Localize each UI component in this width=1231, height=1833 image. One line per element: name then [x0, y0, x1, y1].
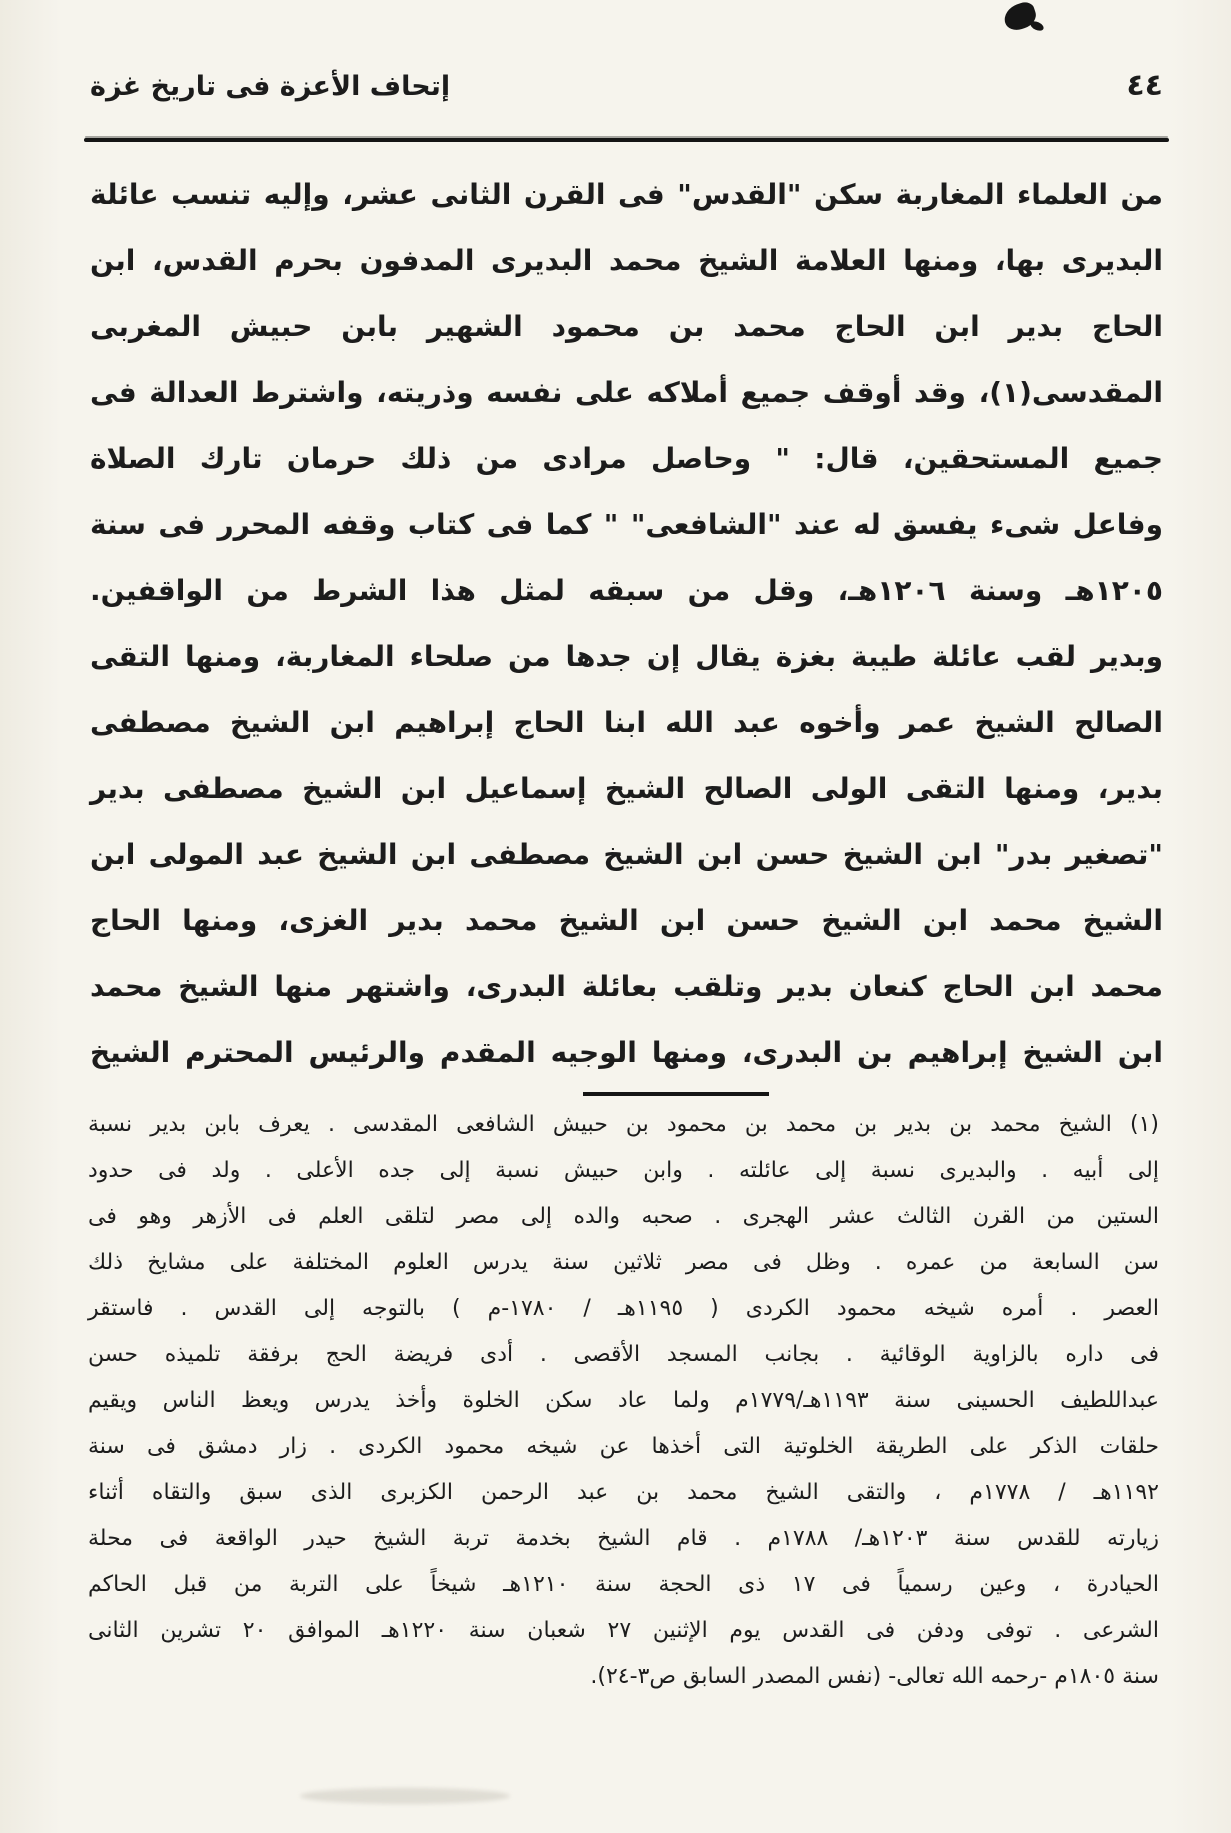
footnote-line: حلقات الذكر على الطريقة الخلوتية التى أخذها عن شيخه محمود الكردى . زار دمشق فى سنة [88, 1434, 1159, 1459]
body-text-line: من العلماء المغاربة سكن "القدس" فى القرن الثانى عشر، وإليه تنسب عائلة [90, 178, 1163, 211]
body-text-line: البديرى بها، ومنها العلامة الشيخ محمد البديرى المدفون بحرم القدس، ابن [90, 244, 1163, 277]
body-text-line: محمد ابن الحاج كنعان بدير وتلقب بعائلة البدرى، واشتهر منها الشيخ محمد [90, 970, 1163, 1003]
scan-smudge-artifact [300, 1788, 510, 1804]
body-text-line: الصالح الشيخ عمر وأخوه عبد الله ابنا الحاج إبراهيم ابن الشيخ مصطفى [90, 706, 1163, 739]
book-title: إتحاف الأعزة فى تاريخ غزة [90, 71, 451, 102]
body-text-line: جميع المستحقين، قال: " وحاصل مرادى من ذلك حرمان تارك الصلاة [90, 442, 1163, 475]
footnote-line: إلى أبيه . والبديرى نسبة إلى عائلته . وابن حبيش نسبة إلى جده الأعلى . ولد فى حدود [88, 1158, 1159, 1183]
footnote-line: الحيادرة ، وعين رسمياً فى ١٧ ذى الحجة سنة ١٢١٠هـ شيخاً على التربة من قبل الحاكم [88, 1572, 1160, 1597]
ink-dot-artifact [1029, 19, 1045, 32]
footnote-line: زيارته للقدس سنة ١٢٠٣هـ/ ١٧٨٨م . قام الشيخ بخدمة تربة الشيخ حيدر الواقعة فى محلة [88, 1526, 1160, 1551]
body-text [90, 162, 1163, 1086]
footnote-line: (١) الشيخ محمد بن بدير بن محمد بن محمود بن حبيش الشافعى المقدسى . يعرف بابن بدير نسبة [88, 1112, 1159, 1137]
body-text-line: المقدسى(١)، وقد أوقف جميع أملاكه على نفسه وذريته، واشترط العدالة فى [90, 376, 1163, 409]
body-text-line: بدير، ومنها التقى الولى الصالح الشيخ إسماعيل ابن الشيخ مصطفى بدير [90, 772, 1163, 805]
footnote-line: فى داره بالزاوية الوقائية . بجانب المسجد الأقصى . أدى فريضة الحج برفقة تلميذه حسن [88, 1342, 1159, 1367]
body-text-line: ابن الشيخ إبراهيم بن البدرى، ومنها الوجيه المقدم والرئيس المحترم الشيخ [90, 1036, 1163, 1069]
footnote-line: الشرعى . توفى ودفن فى القدس يوم الإثنين ٢٧ شعبان سنة ١٢٢٠هـ الموافق ٢٠ تشرين الثانى [88, 1618, 1159, 1643]
body-text-line: الحاج بدير ابن الحاج محمد بن محمود الشهير بابن حبيش المغربى [90, 310, 1163, 343]
footnotes [88, 1102, 1159, 1700]
footnote-line: العصر . أمره شيخه محمود الكردى ( ١١٩٥هـ / ١٧٨٠-م ) بالتوجه إلى القدس . فاستقر [88, 1296, 1159, 1321]
body-text-line: وفاعل شىء يفسق له عند "الشافعى" " كما فى كتاب وقفه المحرر فى سنة [90, 508, 1163, 541]
body-text-line: "تصغير بدر" ابن الشيخ حسن ابن الشيخ مصطفى ابن الشيخ عبد المولى ابن [90, 838, 1163, 871]
footnote-line: سن السابعة من عمره . وظل فى مصر ثلاثين سنة يدرس العلوم المختلفة على مشايخ ذلك [88, 1250, 1159, 1275]
footnote-line: عبداللطيف الحسينى سنة ١١٩٣هـ/١٧٧٩م ولما عاد سكن الخلوة وأخذ يدرس ويعظ الناس ويقيم [88, 1388, 1160, 1413]
body-text-line: الشيخ محمد ابن الشيخ حسن ابن الشيخ محمد بدير الغزى، ومنها الحاج [90, 904, 1163, 937]
footnote-line: ١١٩٢هـ / ١٧٧٨م ، والتقى الشيخ محمد بن عبد الرحمن الكزبرى الذى سبق والتقاه أثناء [88, 1480, 1159, 1505]
body-text-line: ١٢٠٥هـ وسنة ١٢٠٦هـ، وقل من سبقه لمثل هذا الشرط من الواقفين. [90, 574, 1163, 607]
page-number: ٤٤ [1126, 68, 1163, 103]
header-rule [84, 138, 1169, 142]
footnote-separator [583, 1092, 769, 1096]
page-header [90, 68, 1163, 103]
footnote-line: الستين من القرن الثالث عشر الهجرى . صحبه والده إلى مصر لتلقى العلم فى الأزهر وهو فى [88, 1204, 1159, 1229]
footnote-line: سنة ١٨٠٥م -رحمه الله تعالى- (نفس المصدر السابق ص٣-٢٤). [590, 1664, 1159, 1689]
body-text-line: وبدير لقب عائلة طيبة بغزة يقال إن جدها من صلحاء المغاربة، ومنها التقى [90, 640, 1163, 673]
